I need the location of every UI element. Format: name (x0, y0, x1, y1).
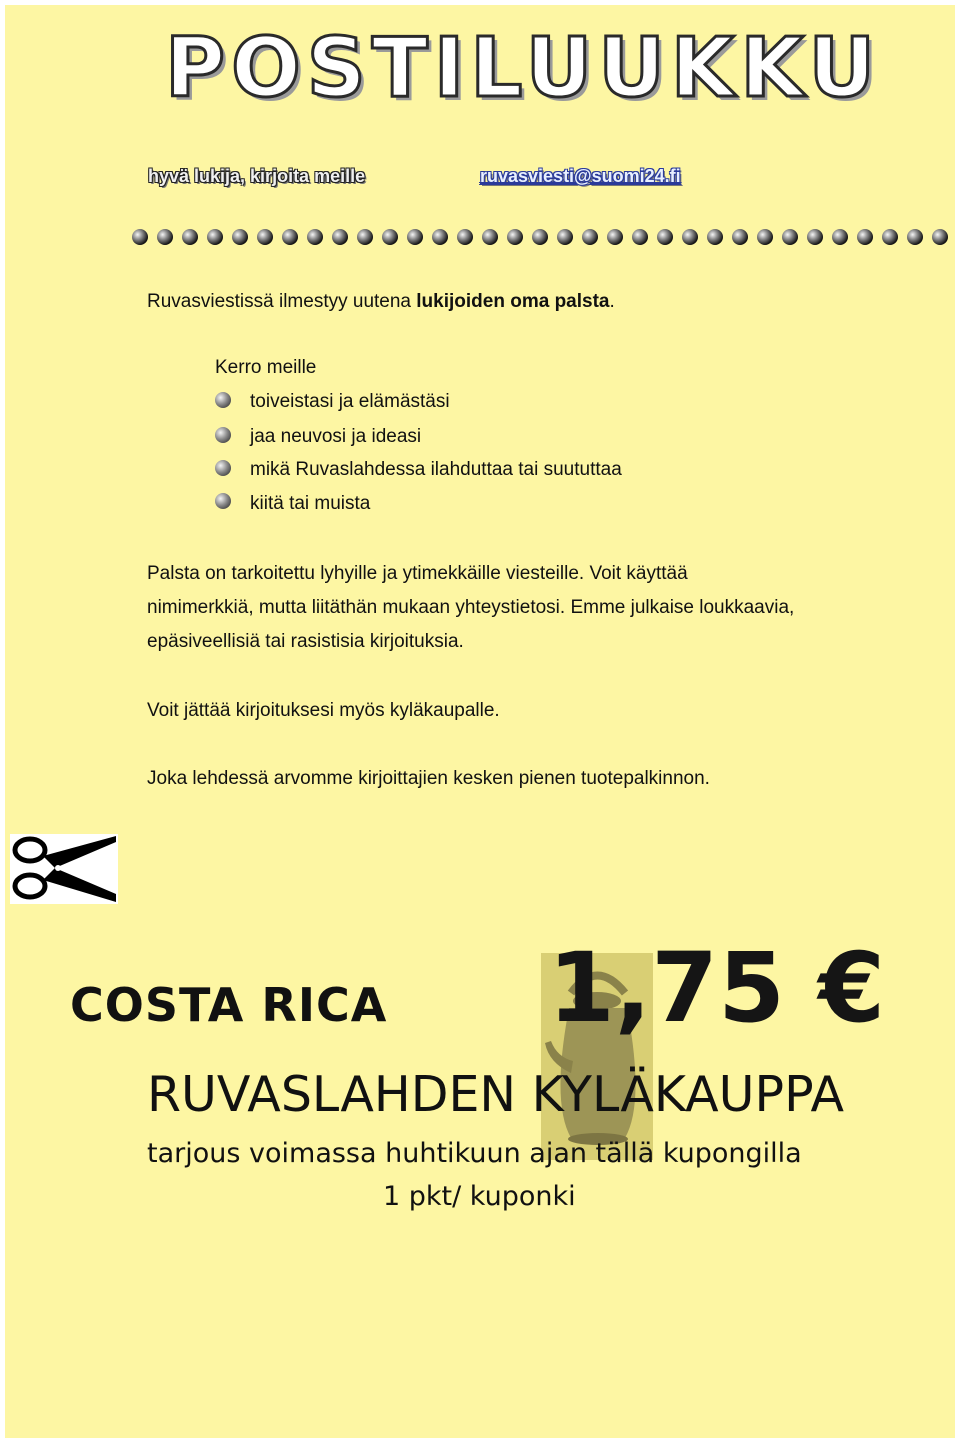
divider-dot (582, 229, 598, 245)
divider-dot (707, 229, 723, 245)
list-item: mikä Ruvaslahdessa ilahduttaa tai suututtaa (250, 459, 622, 480)
email-link[interactable]: ruvasviesti@suomi24.fi (480, 166, 681, 186)
coupon-limit: 1 pkt/ kuponki (383, 1181, 576, 1212)
page-title: POSTILUUKKU (165, 21, 882, 116)
guidelines-line-1: Palsta on tarkoitettu lyhyille ja ytimekkäille viesteille. Voit käyttää (147, 563, 688, 584)
divider-dot (682, 229, 698, 245)
divider-dot (482, 229, 498, 245)
divider-dot (882, 229, 898, 245)
dotted-divider (130, 226, 956, 248)
divider-dot (257, 229, 273, 245)
offer-validity: tarjous voimassa huhtikuun ajan tällä kupongilla (147, 1138, 802, 1169)
divider-dot (182, 229, 198, 245)
list-heading: Kerro meille (215, 357, 317, 378)
bullet-icon (215, 493, 231, 509)
divider-dot (307, 229, 323, 245)
store-name: RUVASLAHDEN KYLÄKAUPPA (147, 1066, 845, 1123)
divider-dot (132, 229, 148, 245)
bullet-icon (215, 460, 231, 476)
bullet-icon (215, 427, 231, 443)
drop-off-note: Voit jättää kirjoituksesi myös kyläkaupalle. (147, 700, 500, 721)
divider-dot (232, 229, 248, 245)
divider-dot (932, 229, 948, 245)
divider-dot (532, 229, 548, 245)
divider-dot (607, 229, 623, 245)
divider-dot (282, 229, 298, 245)
scissors-icon (10, 834, 118, 904)
divider-dot (407, 229, 423, 245)
prize-note: Joka lehdessä arvomme kirjoittajien kesken pienen tuotepalkinnon. (147, 768, 710, 789)
subtitle: hyvä lukija, kirjoita meille (148, 166, 366, 186)
divider-dot (382, 229, 398, 245)
divider-dot (732, 229, 748, 245)
divider-dot (857, 229, 873, 245)
divider-dot (457, 229, 473, 245)
divider-dot (807, 229, 823, 245)
divider-dot (432, 229, 448, 245)
intro-text: Ruvasviestissä ilmestyy uutena lukijoiden oma palsta. (147, 291, 615, 312)
divider-dot (782, 229, 798, 245)
divider-dot (907, 229, 923, 245)
divider-dot (657, 229, 673, 245)
price: 1,75 € (548, 932, 886, 1044)
divider-dot (507, 229, 523, 245)
divider-dot (207, 229, 223, 245)
product-name: COSTA RICA (70, 978, 388, 1032)
divider-dot (757, 229, 773, 245)
list-item: jaa neuvosi ja ideasi (250, 426, 422, 447)
divider-dot (332, 229, 348, 245)
list-item: kiitä tai muista (250, 493, 371, 514)
guidelines-line-3: epäsiveellisiä tai rasistisia kirjoituksia. (147, 631, 464, 652)
divider-dot (357, 229, 373, 245)
divider-dot (157, 229, 173, 245)
divider-dot (557, 229, 573, 245)
list-item: toiveistasi ja elämästäsi (250, 391, 450, 412)
bullet-icon (215, 392, 231, 408)
guidelines-line-2: nimimerkkiä, mutta liitäthän mukaan yhteystietosi. Emme julkaise loukkaavia, (147, 597, 795, 618)
divider-dot (832, 229, 848, 245)
divider-dot (632, 229, 648, 245)
